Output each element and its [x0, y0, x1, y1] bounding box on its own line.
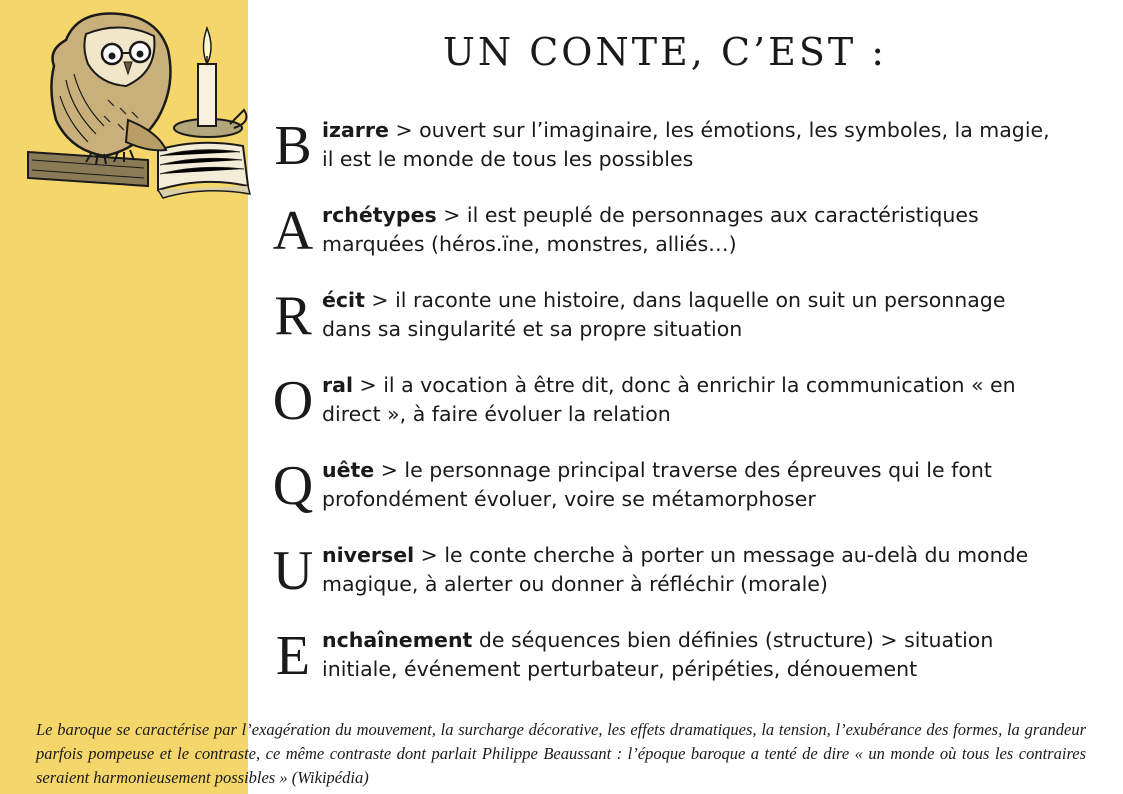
initial-letter: E [275, 625, 311, 687]
item-text [322, 286, 1052, 344]
item-description: > le conte cherche à porter un message au-delà du monde magique, à alerter ou donner à réfléchir (morale) [322, 543, 1029, 596]
list-item [268, 114, 1058, 194]
owl-illustration [8, 0, 253, 200]
item-description: > ouvert sur l’imaginaire, les émotions, les symboles, la magie, il est le monde de tous les possibles [322, 118, 1050, 171]
list-item [268, 624, 1058, 704]
initial-letter: A [272, 200, 314, 262]
item-keyword: uête [322, 458, 375, 482]
baroque-quote: Le baroque se caractérise par l’exagération du mouvement, la surcharge décorative, les effets dramatiques, la tension, l’exubérance des formes, la grandeur parfois pompeuse et le contraste, ce même contraste dont parlait Philippe Beaussant : l’époque baroque a tenté de dire « un monde où tous les contraires seraient harmonieusement possibles » (Wikipédia) [36, 719, 1086, 787]
page-title: UN CONTE, C’EST : [442, 30, 888, 74]
initial-letter: B [274, 115, 312, 177]
initial-letter: Q [272, 455, 314, 517]
item-keyword: rchétypes [322, 203, 437, 227]
item-description: > il raconte une histoire, dans laquelle on suit un personnage dans sa singularité et sa propre situation [322, 288, 1006, 341]
item-text [322, 371, 1052, 429]
list-item [268, 454, 1058, 534]
list-item [268, 539, 1058, 619]
item-description: > le personnage principal traverse des épreuves qui le font profondément évoluer, voire se métamorphoser [322, 458, 992, 511]
item-keyword: nchaînement [322, 628, 473, 652]
list-item [268, 199, 1058, 279]
item-description: > il a vocation à être dit, donc à enrichir la communication « en direct », à faire évoluer la relation [322, 373, 1016, 426]
item-keyword: izarre [322, 118, 389, 142]
item-keyword: niversel [322, 543, 415, 567]
item-keyword: ral [322, 373, 353, 397]
item-text [322, 456, 1052, 514]
item-description: > il est peuplé de personnages aux caractéristiques marquées (héros.ïne, monstres, alliés…) [322, 203, 979, 256]
item-description: de séquences bien définies (structure) > situation initiale, événement perturbateur, péripéties, dénouement [322, 628, 994, 681]
initial-letter: U [272, 540, 314, 602]
list-item [268, 369, 1058, 449]
initial-letter: O [272, 370, 314, 432]
item-text [322, 541, 1052, 599]
item-text [322, 201, 1052, 259]
item-text [322, 626, 1052, 684]
initial-letter: R [274, 285, 312, 347]
list-item [268, 284, 1058, 364]
item-keyword: écit [322, 288, 365, 312]
item-text [322, 116, 1052, 174]
